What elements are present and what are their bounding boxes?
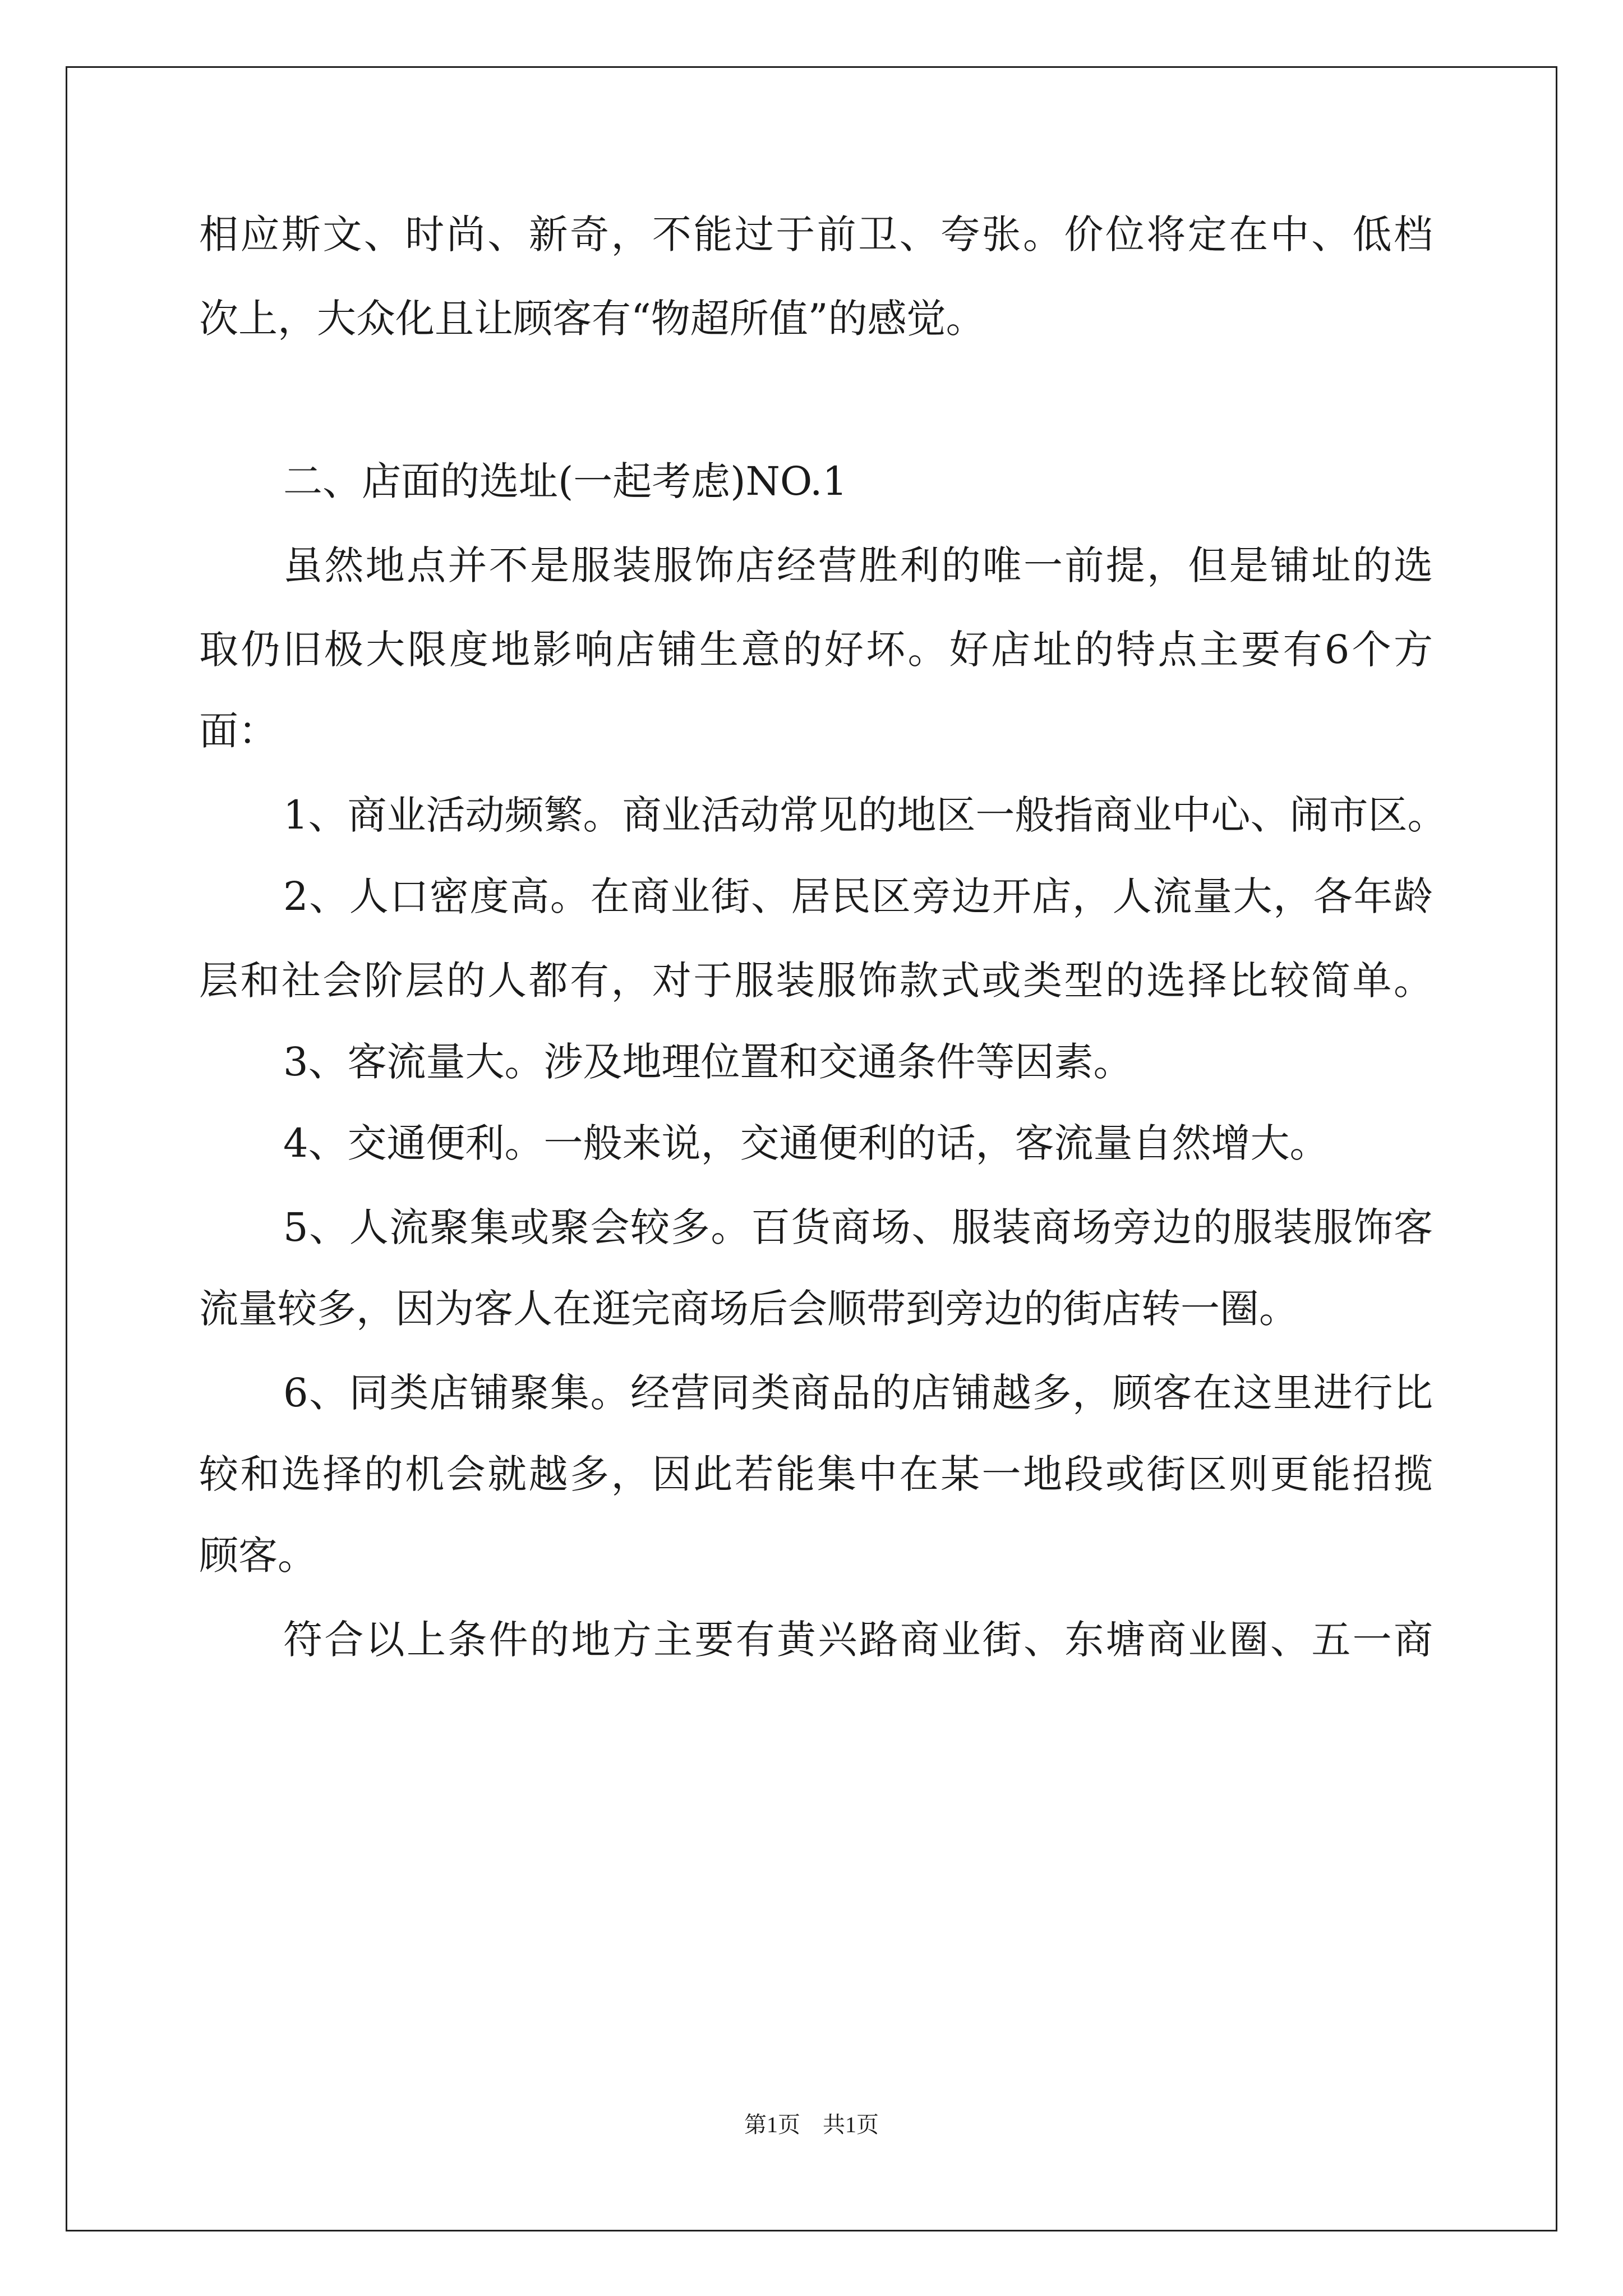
list-item-continuation: 较和选择的机会就越多，因此若能集中在某一地段或街区则更能招揽 [199,1451,1433,1497]
list-item-continuation: 流量较多，因为客人在逛完商场后会顺带到旁边的街店转一圈。 [199,1286,1298,1332]
list-item: 1、商业活动频繁。商业活动常见的地区一般指商业中心、闹市区。 [283,792,1447,838]
paragraph-line: 虽然地点并不是服装服饰店经营胜利的唯一前提，但是铺址的选 [283,542,1433,588]
list-item: 2、人口密度高。在商业街、居民区旁边开店，人流量大，各年龄 [283,873,1433,919]
list-item: 4、交通便利。一般来说，交通便利的话，客流量自然增大。 [283,1120,1329,1166]
list-item: 5、人流聚集或聚会较多。百货商场、服装商场旁边的服装服饰客 [283,1204,1433,1250]
list-item: 6、同类店铺聚集。经营同类商品的店铺越多，顾客在这里进行比 [283,1370,1433,1416]
paragraph-line: 符合以上条件的地方主要有黄兴路商业街、东塘商业圈、五一商 [283,1617,1433,1663]
paragraph-line: 取仍旧极大限度地影响店铺生意的好坏。好店址的特点主要有6个方 [199,627,1433,673]
page-number: 第1页 共1页 [744,2112,879,2137]
paragraph-line: 相应斯文、时尚、新奇，不能过于前卫、夸张。价位将定在中、低档 [199,211,1433,257]
list-item-continuation: 顾客。 [199,1533,317,1579]
paragraph-line: 次上，大众化且让顾客有“物超所值”的感觉。 [199,296,985,342]
section-heading: 二、店面的选址(一起考虑)NO.1 [283,458,847,504]
list-item: 3、客流量大。涉及地理位置和交通条件等因素。 [283,1039,1133,1085]
list-item-continuation: 层和社会阶层的人都有，对于服装服饰款式或类型的选择比较简单。 [199,958,1433,1004]
paragraph-line: 面： [199,708,278,754]
